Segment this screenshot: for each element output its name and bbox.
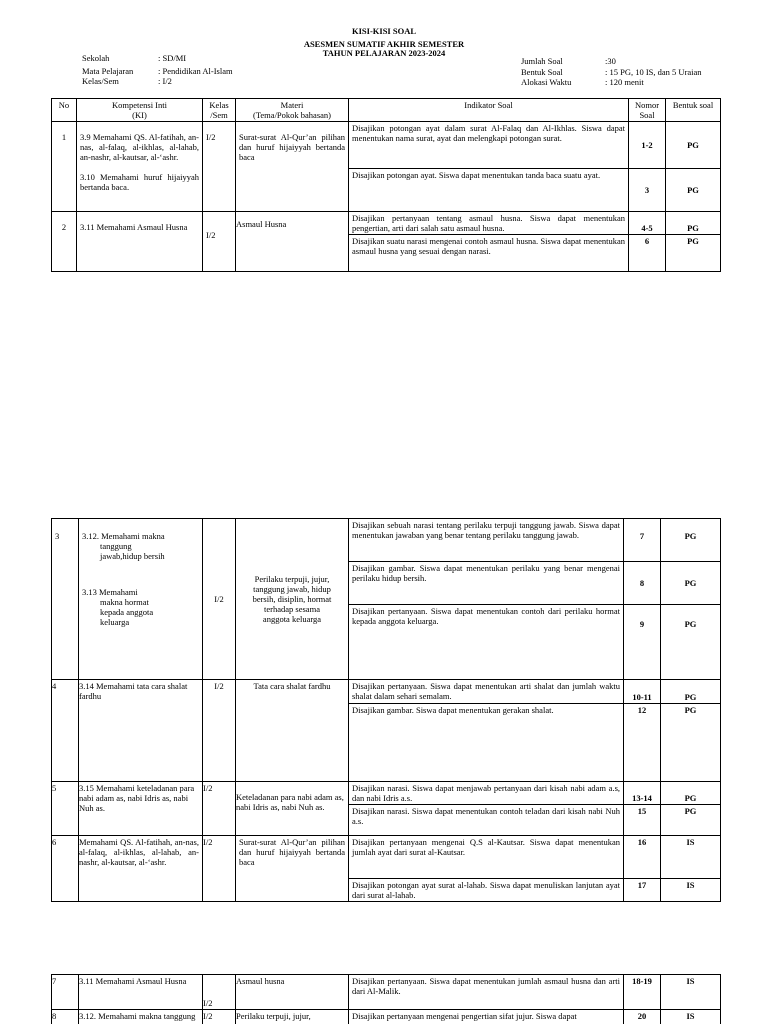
cell-bentuk: IS [661, 836, 721, 879]
meta-value-sekolah: : SD/MI [158, 53, 187, 63]
col-nomor: Nomor Soal [629, 99, 666, 122]
cell-bentuk: PG [666, 212, 721, 235]
table-header-row [52, 99, 721, 122]
cell-indikator: Disajikan suatu narasi mengenai contoh asmaul husna. Siswa dapat menentukan asmaul husna yang sesuai dengan narasi. [349, 235, 629, 272]
cell-materi: Surat-surat Al-Qur’an pilihan dan huruf hijaiyyah bertanda baca [236, 836, 349, 902]
meta-value-bentuk: : 15 PG, 10 IS, dan 5 Uraian [605, 66, 702, 77]
cell-indikator: Disajikan potongan ayat dalam surat Al-Falaq dan Al-Ikhlas. Siswa dapat menentukan nama surat, ayat dan melengkapi potongan surat. [349, 122, 629, 169]
table-row [52, 836, 721, 879]
col-kelas: Kelas /Sem [203, 99, 236, 122]
kisi-table-3 [51, 974, 721, 1024]
meta-value-alokasi: : 120 menit [605, 77, 644, 87]
cell-nomor: 6 [629, 235, 666, 272]
cell-nomor: 17 [624, 879, 661, 902]
cell-nomor: 4-5 [629, 212, 666, 235]
document-year: TAHUN PELAJARAN 2023-2024 [322, 48, 446, 58]
cell-indikator: Disajikan pertanyaan mengenai pengertian sifat jujur. Siswa dapat [349, 1010, 624, 1024]
cell-nomor: 1-2 [629, 122, 666, 169]
cell-nomor: 20 [624, 1010, 661, 1024]
table-row [52, 519, 721, 562]
meta-value-mapel: : Pendidikan Al-Islam [158, 65, 233, 76]
cell-indikator: Disajikan pertanyaan. Siswa dapat menentukan jumlah asmaul husna dan arti dari Al-Malik. [349, 975, 624, 1010]
cell-no: 2 [52, 212, 77, 272]
meta-value-jumlah: :30 [605, 56, 616, 66]
cell-kelas: I/2 [203, 1010, 236, 1024]
cell-indikator: Disajikan potongan ayat. Siswa dapat menentukan tanda baca suatu ayat. [349, 169, 629, 212]
kisi-table-2 [51, 518, 721, 902]
cell-indikator: Disajikan narasi. Siswa dapat menjawab pertanyaan dari kisah nabi adam a.s, dan nabi Idris a.s. [349, 782, 624, 805]
table-row [52, 782, 721, 805]
cell-materi: Keteladanan para nabi adam as, nabi Idris as, nabi Nuh as. [236, 782, 349, 836]
cell-materi: Surat-surat Al-Qur’an pilihan dan huruf hijaiyyah bertanda baca [236, 122, 349, 212]
cell-bentuk: PG [661, 562, 721, 605]
meta-label-kelas: Kelas/Sem [82, 76, 119, 86]
cell-ki: 3.15 Memahami keteladanan para nabi adam as, nabi Idris as, nabi Nuh as. [79, 782, 203, 836]
cell-materi: Asmaul husna [236, 975, 349, 1010]
cell-indikator: Disajikan sebuah narasi tentang perilaku terpuji tanggung jawab. Siswa dapat menentukan jawaban yang benar tentang perilaku tanggung jawab. [349, 519, 624, 562]
cell-bentuk: IS [661, 879, 721, 902]
col-indikator: Indikator Soal [349, 99, 629, 122]
cell-indikator: Disajikan pertanyaan tentang asmaul husna. Siswa dapat menentukan pengertian, arti dari salah satu asmaul husna. [349, 212, 629, 235]
cell-bentuk: IS [661, 1010, 721, 1024]
cell-kelas: I/2 [203, 212, 236, 272]
cell-nomor: 15 [624, 805, 661, 836]
kisi-table-1 [51, 98, 721, 272]
cell-bentuk: PG [661, 805, 721, 836]
col-bentuk: Bentuk soal [666, 99, 721, 122]
table-row [52, 975, 721, 1010]
cell-nomor: 7 [624, 519, 661, 562]
cell-no: 4 [52, 680, 79, 782]
cell-ki: 3.11 Memahami Asmaul Husna [77, 212, 203, 272]
cell-nomor: 10-11 [624, 680, 661, 704]
meta-left [82, 53, 233, 87]
cell-materi: Perilaku terpuji, jujur, [236, 1010, 349, 1024]
cell-indikator: Disajikan pertanyaan. Siswa dapat menentukan arti shalat dan jumlah waktu shalat dalam sehari semalam. [349, 680, 624, 704]
cell-kelas: I/2 [203, 836, 236, 902]
cell-ki: Memahami QS. Al-fatihah, an-nas, al-falaq, al-ikhlas, al-lahab, an-nashr, al-kautsar, al-‘ashr. [79, 836, 203, 902]
cell-nomor: 12 [624, 704, 661, 782]
document-subtitle: ASESMEN SUMATIF AKHIR SEMESTER [303, 39, 465, 49]
cell-bentuk: PG [661, 704, 721, 782]
cell-materi: Tata cara shalat fardhu [236, 680, 349, 782]
cell-nomor: 18-19 [624, 975, 661, 1010]
meta-label-alokasi: Alokasi Waktu [521, 77, 572, 87]
cell-bentuk: PG [666, 169, 721, 212]
col-materi: Materi (Tema/Pokok bahasan) [236, 99, 349, 122]
cell-indikator: Disajikan pertanyaan mengenai Q.S al-Kautsar. Siswa dapat menentukan jumlah ayat dari surat al-Kautsar. [349, 836, 624, 879]
cell-materi: Perilaku terpuji, jujur, tanggung jawab, hidup bersih, disiplin, hormat terhadap sesama anggota keluarga [236, 519, 349, 680]
cell-no: 1 [52, 122, 77, 212]
cell-no: 3 [52, 519, 79, 680]
cell-nomor: 9 [624, 605, 661, 680]
col-no: No [52, 99, 77, 122]
cell-ki: 3.14 Memahami tata cara shalat fardhu [79, 680, 203, 782]
meta-label-jumlah: Jumlah Soal [521, 56, 563, 66]
cell-ki: 3.12. Memahami makna tanggung [79, 1010, 203, 1024]
cell-nomor: 8 [624, 562, 661, 605]
col-ki: Kompetensi Inti (KI) [77, 99, 203, 122]
cell-bentuk: IS [661, 975, 721, 1010]
cell-bentuk: PG [661, 605, 721, 680]
table-row [52, 680, 721, 704]
cell-materi: Asmaul Husna [236, 212, 349, 272]
cell-bentuk: PG [666, 122, 721, 169]
cell-kelas: I/2 [203, 680, 236, 782]
cell-kelas: I/2 [203, 122, 236, 212]
cell-ki: 3.11 Memahami Asmaul Husna [79, 975, 203, 1010]
meta-label-bentuk: Bentuk Soal [521, 66, 563, 77]
meta-label-sekolah: Sekolah [82, 53, 110, 63]
cell-ki: 3.12. Memahami makna tanggung jawab,hidup bersih 3.13 Memahami makna hormat kepada anggota keluarga [79, 519, 203, 680]
cell-kelas: I/2 [203, 519, 236, 680]
table-row [52, 1010, 721, 1024]
cell-no: 6 [52, 836, 79, 902]
table-row [52, 212, 721, 235]
cell-indikator: Disajikan gambar. Siswa dapat menentukan perilaku yang benar mengenai perilaku hidup bersih. [349, 562, 624, 605]
cell-nomor: 3 [629, 169, 666, 212]
cell-indikator: Disajikan pertanyaan. Siswa dapat menentukan contoh dari perilaku hormat kepada anggota keluarga. [349, 605, 624, 680]
table-3-clip [0, 974, 768, 1024]
table-row [52, 122, 721, 169]
cell-bentuk: PG [661, 519, 721, 562]
cell-bentuk: PG [661, 782, 721, 805]
cell-indikator: Disajikan potongan ayat surat al-lahab. Siswa dapat menuliskan lanjutan ayat dari surat al-lahab. [349, 879, 624, 902]
document-title: KISI-KISI SOAL [351, 26, 416, 36]
cell-no: 7 [52, 975, 79, 1010]
cell-indikator: Disajikan narasi. Siswa dapat menentukan contoh teladan dari kisah nabi Nuh a.s. [349, 805, 624, 836]
meta-value-kelas: : I/2 [158, 76, 172, 86]
cell-no: 8 [52, 1010, 79, 1024]
cell-bentuk: PG [666, 235, 721, 272]
cell-kelas: I/2 [203, 975, 236, 1010]
cell-kelas: I/2 [203, 782, 236, 836]
cell-no: 5 [52, 782, 79, 836]
cell-nomor: 13-14 [624, 782, 661, 805]
cell-indikator: Disajikan gambar. Siswa dapat menentukan gerakan shalat. [349, 704, 624, 782]
meta-label-mapel: Mata Pelajaran [82, 65, 134, 76]
meta-right [521, 56, 702, 88]
cell-ki: 3.9 Memahami QS. Al-fatihah, an-nas, al-falaq, al-ikhlas, al-lahab, an-nashr, al-kautsar, al-‘ashr. 3.10 Memahami huruf hijaiyyah bertanda baca. [77, 122, 203, 212]
cell-nomor: 16 [624, 836, 661, 879]
cell-bentuk: PG [661, 680, 721, 704]
